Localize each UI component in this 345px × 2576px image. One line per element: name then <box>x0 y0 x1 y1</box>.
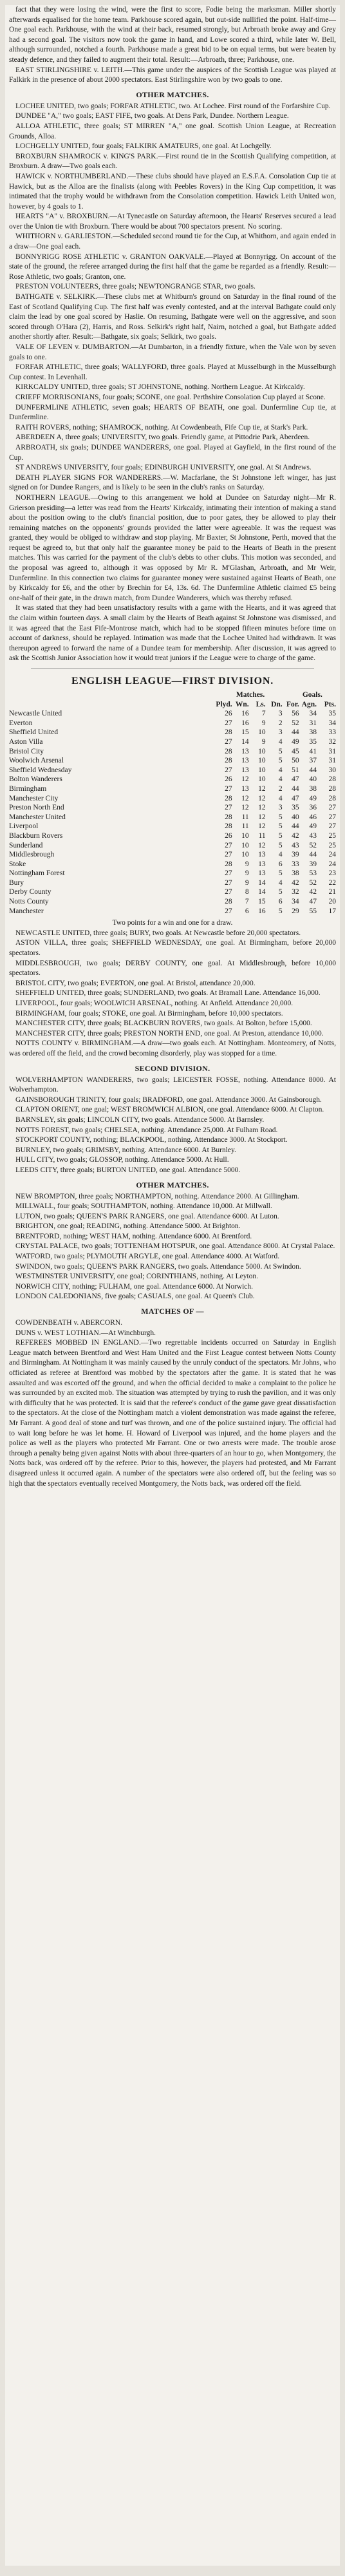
match-report: RAITH ROVERS, nothing; SHAMROCK, nothing. At Cowdenbeath, Fife Cup tie, at Stark's Park. <box>15 423 308 431</box>
won: 12 <box>241 775 249 784</box>
table-row <box>5 737 340 747</box>
drawn: 3 <box>278 728 283 737</box>
drawn: 5 <box>278 813 283 821</box>
table-row <box>5 831 340 841</box>
league-table <box>5 690 340 916</box>
top-paragraph: fact that they were losing the wind, were the first to score, Fodie being the marksman. Miller shortly afterwards equalised for the home team. Parkhouse scored again, but out-side nullified the point. Half-time—One goal each. Parkhouse, with the wind at their back, resumed strongly, but Arbroath broke away and Grey had a second goal. The visitors now took the game in hand, and Lowe scored a third, while later W. Bell, although surrounded, notched a fourth. Parkhouse made a great bid to be on equal terms, but were beaten by steady defence, and they failed to augment their total. Result:—Arbroath, three; Parkhouse, one. <box>9 6 336 64</box>
top-article <box>5 5 340 86</box>
drawn: 5 <box>278 869 283 878</box>
points: 21 <box>328 888 336 896</box>
other-matches-heading: OTHER MATCHES. <box>136 90 209 99</box>
team-name: Manchester City <box>9 794 59 802</box>
lost: 10 <box>258 775 266 784</box>
result-report: DUNS v. WEST LOTHIAN.—At Winchburgh. <box>15 1329 156 1337</box>
league-table-header <box>5 700 340 710</box>
goals-against: 42 <box>309 888 317 896</box>
won: 15 <box>241 728 249 737</box>
match-report: LOCHEE UNITED, two goals; FORFAR ATHLETIC, two. At Lochee. First round of the Forfarshire Cup. <box>15 102 331 110</box>
team-name: Sheffield United <box>9 728 59 737</box>
won: 11 <box>241 822 249 831</box>
result-report: BIRMINGHAM, four goals; STOKE, one goal. At Birmingham, before 10,000 spectators. <box>15 1009 283 1018</box>
goals-against: 35 <box>309 737 317 746</box>
match-report: VALE OF LEVEN v. DUMBARTON.—At Dumbarton, in a friendly fixture, when the Vale won by seven goals to one. <box>9 343 336 361</box>
won: 16 <box>241 710 249 718</box>
result-report: WOLVERHAMPTON WANDERERS, two goals; LEICESTER FOSSE, nothing. Attendance 8000. At Wolverhampton. <box>9 1075 336 1094</box>
result-report: SHEFFIELD UNITED, three goals; SUNDERLAND, two goals. At Bramall Lane. Attendance 16,000. <box>15 989 321 998</box>
won: 12 <box>241 804 249 812</box>
drawn: 3 <box>278 710 283 718</box>
lost: 9 <box>261 737 266 746</box>
result-report: ASTON VILLA, three goals; SHEFFIELD WEDNESDAY, one goal. At Birmingham, before 20,000 spectators. <box>9 939 336 958</box>
table-row <box>5 794 340 804</box>
match-report: LOCHGELLY UNITED, four goals; FALKIRK AMATEURS, one goal. At Lochgelly. <box>15 142 272 151</box>
result-report: NORWICH CITY, nothing; FULHAM, one goal. Attendance 6000. At Norwich. <box>15 1282 254 1291</box>
result-report: WESTMINSTER UNIVERSITY, one goal; CORINTHIANS, nothing. At Leyton. <box>15 1273 259 1281</box>
points: 27 <box>328 813 336 821</box>
result-report: LUTON, two goals; QUEEN'S PARK RANGERS, one goal. Attendance 6000. At Luton. <box>15 1212 279 1220</box>
goals-for: 35 <box>292 804 299 812</box>
lost: 13 <box>258 860 266 868</box>
newspaper-column <box>5 5 340 2566</box>
team-name: Bristol City <box>9 747 44 755</box>
lost: 10 <box>258 757 266 765</box>
goals-for: 40 <box>292 813 299 821</box>
points: 24 <box>328 851 336 859</box>
result-report: SWINDON, two goals; QUEEN'S PARK RANGERS, two goals. Attendance 5000. At Swindon. <box>15 1262 301 1271</box>
won: 10 <box>241 851 249 859</box>
referees-mobbed-article: REFEREES MOBBED IN ENGLAND.—Two regrettable incidents occurred on Saturday in English League match between Brentford and West Ham United and the First League contest between Notts County and Birmingham. At Nottingham it was mainly caused by the unruly conduct of the spectators. Mr Johns, who officiated as referee at Brentford was mobbed by the spectators after the game. It is stated that he was assaulted and was escorted off the ground, and when the official decided to make a complaint to the police he was surrounded by an excited mob. The situation was attempted by trying to rush the pavilion, and it was only with difficulty that he was protected. It is said that the referee's conduct of the game gave great dissatisfaction to the spectators. At the close of the Nottingham match a violent demonstration was made against the referee, Mr Farrant. A good deal of stone and turf was thrown, and one of the police sustained injury. The official had to wait long before he was let home. H. Howard of Liverpool was injured, and the home players and the police as well as the players who protected Mr Farrant. One or two arrests were made. The trouble arose through a penalty being given against Notts with about three-quarters of an hour to go, when Montgomery, the Notts back, was ordered off by the referee. Prior to this, however, the players had protested, and Mr Farrant disagreed unless it occurred again. A number of the spectators were also ordered off, but the feeling was so high that the spectators eventually received Montgomery, the Notts back, was ordered off the field. <box>9 1339 337 1488</box>
played: 28 <box>225 813 232 821</box>
match-report: BROXBURN SHAMROCK v. KING'S PARK.—First round tie in the Scottish Qualifying competition, at Broxburn. A draw—Two goals each. <box>9 152 336 171</box>
points: 20 <box>328 898 336 906</box>
goals-for: 51 <box>292 766 299 774</box>
played: 28 <box>225 747 232 755</box>
lost: 10 <box>258 747 266 755</box>
won: 9 <box>245 869 249 878</box>
drawn: 2 <box>278 784 283 793</box>
table-row <box>5 766 340 775</box>
goals-for: 52 <box>292 719 299 727</box>
lost: 12 <box>258 841 266 849</box>
won: 12 <box>241 794 249 802</box>
points: 31 <box>328 747 336 755</box>
match-report: It was stated that they had been unsatisfactory results with a game with the Hearts, and it was agreed that the claim within fourteen days. A small claim by the Hearts of Beath against St Johnstone was dismissed, and it was agreed that the East Fife-Montrose match, which had to be stopped fifteen minutes before time on account of darkness, should be replayed. Intimation was made that the Lochee United had withdrawn. It was thereupon agreed to forward the name of a Dundee team for membership. After discussion, it was agreed to ask the Scottish Junior Association how it would treat juniors if the League were to charge of the game. <box>9 604 336 663</box>
league-table-caption-row <box>5 690 340 700</box>
lost: 12 <box>258 794 266 802</box>
goals-against: 49 <box>309 794 317 802</box>
played: 27 <box>225 737 232 746</box>
match-report: ALLOA ATHLETIC, three goals; ST MIRREN "A," one goal. Scottish Union League, at Recreation Grounds, Alloa. <box>9 122 336 140</box>
goals-against: 34 <box>309 710 317 718</box>
table-row <box>5 747 340 757</box>
played: 28 <box>225 757 232 765</box>
drawn: 5 <box>278 831 283 840</box>
other-english-matches-heading: OTHER MATCHES. <box>136 1180 209 1189</box>
goals-against: 43 <box>309 831 317 840</box>
drawn: 5 <box>278 841 283 849</box>
won: 7 <box>245 898 249 906</box>
result-report: GAINSBOROUGH TRINITY, four goals; BRADFORD, one goal. Attendance 3000. At Gainsborough. <box>15 1095 322 1104</box>
drawn: 4 <box>278 775 283 784</box>
other-matches-list <box>5 102 340 664</box>
played: 28 <box>225 898 232 906</box>
points: 27 <box>328 804 336 812</box>
won: 13 <box>241 766 249 774</box>
result-report: CRYSTAL PALACE, two goals; TOTTENHAM HOTSPUR, one goal. Attendance 8000. At Crystal Palace. <box>15 1242 335 1251</box>
goals-against: 38 <box>309 728 317 737</box>
goals-for: 44 <box>292 728 299 737</box>
result-report: BRENTFORD, nothing; WEST HAM, nothing. Attendance 6000. At Brentford. <box>15 1232 252 1240</box>
points: 32 <box>328 737 336 746</box>
played: 27 <box>225 907 232 915</box>
won: 14 <box>241 737 249 746</box>
table-row <box>5 709 340 719</box>
goals-for: 47 <box>292 794 299 802</box>
league-col-drawn: Dn. <box>271 700 283 708</box>
match-report: ARBROATH, six goals; DUNDEE WANDERERS, one goal. Played at Gayfield, in the first round of the Cup. <box>9 443 336 462</box>
lost: 14 <box>258 888 266 896</box>
drawn: 6 <box>278 860 283 868</box>
goals-against: 55 <box>309 907 317 915</box>
points: 30 <box>328 766 336 774</box>
result-report: NEWCASTLE UNITED, three goals; BURY, two goals. At Newcastle before 20,000 spectators. <box>15 929 301 937</box>
match-report: DUNDEE "A," two goals; EAST FIFE, two goals. At Dens Park, Dundee. Northern League. <box>15 112 289 120</box>
result-report: BURNLEY, two goals; GRIMSBY, nothing. Attendance 6000. At Burnley. <box>15 1146 236 1154</box>
team-name: Everton <box>9 719 33 727</box>
goals-for: 32 <box>292 888 299 896</box>
played: 27 <box>225 766 232 774</box>
result-report: CLAPTON ORIENT, one goal; WEST BROMWICH ALBION, one goal. Attendance 6000. At Clapton. <box>15 1106 324 1114</box>
won: 13 <box>241 757 249 765</box>
result-report: LEEDS CITY, three goals; BURTON UNITED, one goal. Attendance 5000. <box>15 1166 241 1174</box>
played: 28 <box>225 728 232 737</box>
goals-for: 29 <box>292 907 299 915</box>
drawn: 5 <box>278 747 283 755</box>
team-name: Blackburn Rovers <box>9 831 63 840</box>
won: 11 <box>241 813 249 821</box>
goals-for: 45 <box>292 747 299 755</box>
points: 34 <box>328 719 336 727</box>
goals-against: 46 <box>309 813 317 821</box>
table-row <box>5 887 340 897</box>
goals-against: 40 <box>309 775 317 784</box>
won: 8 <box>245 888 249 896</box>
result-report: BARNSLEY, six goals; LINCOLN CITY, two goals. Attendance 5000. At Barnsley. <box>15 1115 265 1124</box>
lost: 13 <box>258 851 266 859</box>
table-row <box>5 756 340 766</box>
won: 13 <box>241 784 249 793</box>
table-row <box>5 813 340 822</box>
lost: 10 <box>258 766 266 774</box>
lost: 12 <box>258 784 266 793</box>
team-name: Notts County <box>9 898 49 906</box>
played: 26 <box>225 831 232 840</box>
played: 27 <box>225 851 232 859</box>
points: 35 <box>328 710 336 718</box>
won: 16 <box>241 719 249 727</box>
points: 28 <box>328 784 336 793</box>
team-name: Liverpool <box>9 822 39 831</box>
points: 17 <box>328 907 336 915</box>
played: 27 <box>225 784 232 793</box>
lost: 9 <box>261 719 266 727</box>
team-name: Sunderland <box>9 841 43 849</box>
drawn: 4 <box>278 878 283 887</box>
result-report: BRIGHTON, one goal; READING, nothing. Attendance 5000. At Brighton. <box>15 1222 241 1231</box>
goals-for: 42 <box>292 831 299 840</box>
goals-for: 34 <box>292 898 299 906</box>
played: 28 <box>225 794 232 802</box>
league-heading: ENGLISH LEAGUE—FIRST DIVISION. <box>71 676 274 687</box>
goals-against: 39 <box>309 860 317 868</box>
match-report: DUNFERMLINE ATHLETIC, seven goals; HEARTS OF BEATH, one goal. Dunfermline Cup tie, at Dunfermline. <box>9 403 336 422</box>
drawn: 3 <box>278 804 283 812</box>
team-name: Newcastle United <box>9 710 62 718</box>
goals-for: 49 <box>292 737 299 746</box>
goals-against: 41 <box>309 747 317 755</box>
league-col-played: Plyd. <box>216 700 232 708</box>
points: 25 <box>328 841 336 849</box>
drawn: 5 <box>278 757 283 765</box>
match-report: DEATH PLAYER SIGNS FOR WANDERERS.—W. Macfarlane, the St Johnstone left winger, has just signed on for Dundee Rangers, and is likely to be seen in the club's ranks on Saturday. <box>9 473 336 492</box>
won: 6 <box>245 907 249 915</box>
drawn: 4 <box>278 737 283 746</box>
table-row <box>5 897 340 907</box>
played: 26 <box>225 710 232 718</box>
result-report: NOTTS COUNTY v. BIRMINGHAM.—A draw—two goals each. At Nottingham. Monteomery, of Notts, was ordered off the field, and the crowd becoming disorderly, play was stopped for a time. <box>9 1039 336 1057</box>
first-division-results <box>5 929 340 1059</box>
team-name: Nottingham Forest <box>9 869 65 878</box>
played: 28 <box>225 822 232 831</box>
goals-for: 44 <box>292 784 299 793</box>
matches-of-heading: MATCHES OF — <box>141 1307 204 1316</box>
goals-for: 33 <box>292 860 299 868</box>
team-name: Derby County <box>9 888 51 896</box>
result-report: HULL CITY, two goals; GLOSSOP, nothing. Attendance 5000. At Hull. <box>15 1156 229 1164</box>
league-table-spacer <box>5 690 216 700</box>
match-report: KIRKCALDY UNITED, three goals; ST JOHNSTONE, nothing. Northern League. At Kirkcaldy. <box>15 383 305 392</box>
lost: 15 <box>258 898 266 906</box>
goals-against: 31 <box>309 719 317 727</box>
result-report: WATFORD, two goals; PLYMOUTH ARGYLE, one goal. Attendance 4000. At Watford. <box>15 1253 280 1261</box>
match-report: NORTHERN LEAGUE.—Owing to this arrangement we hold at Dundee on Saturday night—Mr R. Grierson presiding—a letter was read from the Hearts' Kirkcaldy, intimating their intention of making a stand about the position owing to the club's financial position, due to poor gates, they be allowed to play their remaining matches on the opponents' grounds provided the latter were agreeable. It was the request was granted, they would be obliged to withdraw and stop playing. Mr Baxter, St Johnstone, Perth, moved that the request be agreed to, but that only half the guarantee money be paid to the Hearts of Beath in the present matches. This was carried for the payment of the club's debts to other clubs. This motion was seconded, and the proposal was agreed to, although it was opposed by Mr R. M'Glashan, Arbroath, and Mr Weir, Dunfermline. In this connection two claims for guarantee money were sustained against Hearts of Beath, one by Kirkcaldy for £6, and the other by Brechin for £4, 13s. 6d. The Dunfermline Athletic claimed £5 being one-half of their gate, in the drawn match, from Dundee Wanderers, which was thereby refused. <box>9 493 336 602</box>
won: 13 <box>241 747 249 755</box>
drawn: 5 <box>278 907 283 915</box>
result-report: MANCHESTER CITY, three goals; PRESTON NORTH END, one goal. At Preston, attendance 10,000. <box>15 1029 324 1037</box>
result-report: LIVERPOOL, four goals; WOOLWICH ARSENAL, nothing. At Anfield. Attendance 20,000. <box>15 999 294 1007</box>
result-report: STOCKPORT COUNTY, nothing; BLACKPOOL, nothing. Attendance 3000. At Stockport. <box>15 1136 288 1144</box>
table-row <box>5 728 340 737</box>
drawn: 5 <box>278 822 283 831</box>
points: 25 <box>328 831 336 840</box>
table-row <box>5 841 340 851</box>
drawn: 6 <box>278 898 283 906</box>
league-table-header-team <box>5 700 216 710</box>
team-name: Bury <box>9 878 24 887</box>
table-row <box>5 719 340 728</box>
league-col-against: Agn. <box>301 700 317 708</box>
league-col-won: Wn. <box>235 700 249 708</box>
points: 33 <box>328 728 336 737</box>
points: 27 <box>328 822 336 831</box>
team-name: Middlesbrough <box>9 851 55 859</box>
points: 28 <box>328 775 336 784</box>
played: 26 <box>225 775 232 784</box>
second-division-heading: SECOND DIVISION. <box>135 1063 210 1073</box>
table-row <box>5 784 340 794</box>
match-report: BONNYRIGG ROSE ATHLETIC v. GRANTON OAKVALE.—Played at Bonnyrigg. On account of the state of the ground, the referee arranged during the first half that the game be regarded as a friendly. Result:—Rose Athletic, two goals; Granton, one. <box>9 252 336 281</box>
goals-against: 36 <box>309 804 317 812</box>
match-report: FORFAR ATHLETIC, three goals; WALLYFORD, three goals. Played at Musselburgh in the Musselburgh Cup contest. In Levenhall. <box>9 363 336 381</box>
match-report: PRESTON VOLUNTEERS, three goals; NEWTONGRANGE STAR, two goals. <box>15 283 256 291</box>
league-col-lost: Ls. <box>256 700 266 708</box>
drawn: 4 <box>278 766 283 774</box>
goals-for: 43 <box>292 841 299 849</box>
match-report: HEARTS "A" v. BROXBURN.—At Tynecastle on Saturday afternoon, the Hearts' Reserves secured a lead over the Union tie with Broxburn. There would be about 700 spectators present. No scoring. <box>9 213 336 231</box>
team-name: Bolton Wanderers <box>9 775 62 784</box>
lost: 12 <box>258 822 266 831</box>
lost: 10 <box>258 728 266 737</box>
lost: 11 <box>258 831 266 840</box>
team-name: Preston North End <box>9 804 64 812</box>
table-row <box>5 878 340 888</box>
lost: 14 <box>258 878 266 887</box>
drawn: 4 <box>278 851 283 859</box>
match-report: BATHGATE v. SELKIRK.—These clubs met at Whitburn's ground on Saturday in the final round of the East of Scotland Qualifying Cup. The first half was evenly contested, and at the interval Bathgate could only claim the lead by one goal scored by Haslie. On resuming, Bathgate were well on the aggressive, and soon scored through O'Hara (2), Harris, and Ross. Selkirk's right half, Nairn, notched a goal, but Bathgate added another shortly after. Result:—Bathgate, six goals; Selkirk, two goals. <box>9 293 336 341</box>
team-name: Manchester <box>9 907 44 915</box>
played: 27 <box>225 804 232 812</box>
lost: 12 <box>258 813 266 821</box>
drawn: 5 <box>278 888 283 896</box>
points: 24 <box>328 860 336 868</box>
goals-for: 44 <box>292 822 299 831</box>
lost: 16 <box>258 907 266 915</box>
lost: 7 <box>261 710 266 718</box>
won: 10 <box>241 831 249 840</box>
played: 27 <box>225 841 232 849</box>
goals-against: 53 <box>309 869 317 878</box>
league-table-goals-caption: Goals. <box>302 691 322 699</box>
played: 27 <box>225 888 232 896</box>
match-report: HAWICK v. NORTHUMBERLAND.—These clubs should have played an E.S.F.A. Consolation Cup tie at Hawick, but as the Alloa are the finalists (along with Peebles Rovers) in the King Cup competition, it was intimated that the trophy would be withdrawn from the Consolation competition. Hawick Leith United won, however, by 4 goals to 1. <box>9 172 336 211</box>
goals-against: 52 <box>309 841 317 849</box>
table-row <box>5 869 340 878</box>
won: 9 <box>245 860 249 868</box>
points: 22 <box>328 878 336 887</box>
top-paragraph: EAST STIRLINGSHIRE v. LEITH.—This game under the auspices of the Scottish League was played at Falkirk in the presence of about 2000 spectators. East Stirlingshire won by two goals to one. <box>9 66 336 84</box>
team-name: Manchester United <box>9 813 66 821</box>
won: 9 <box>245 878 249 887</box>
team-name: Stoke <box>9 860 26 868</box>
goals-against: 37 <box>309 757 317 765</box>
goals-against: 52 <box>309 878 317 887</box>
matches-of-list <box>5 1318 340 1338</box>
goals-against: 44 <box>309 766 317 774</box>
result-report: NOTTS FOREST, two goals; CHELSEA, nothing. Attendance 25,000. At Fulham Road. <box>15 1126 278 1134</box>
points: 28 <box>328 794 336 802</box>
lost: 12 <box>258 804 266 812</box>
league-col-points: Pts. <box>324 700 336 708</box>
points-note: Two points for a win and one for a draw. <box>112 919 233 927</box>
match-report: CRIEFF MORRISONIANS, four goals; SCONE, one goal. Perthshire Consolation Cup played at Scone. <box>15 393 326 401</box>
league-table-matches-caption: Matches. <box>236 691 265 699</box>
goals-for: 42 <box>292 878 299 887</box>
team-name: Aston Villa <box>9 737 43 746</box>
goals-against: 47 <box>309 898 317 906</box>
table-row <box>5 907 340 916</box>
table-row <box>5 822 340 831</box>
drawn: 2 <box>278 719 283 727</box>
played: 27 <box>225 869 232 878</box>
goals-for: 56 <box>292 710 299 718</box>
table-row <box>5 803 340 813</box>
goals-for: 50 <box>292 757 299 765</box>
table-row <box>5 850 340 860</box>
goals-against: 38 <box>309 784 317 793</box>
lost: 13 <box>258 869 266 878</box>
goals-against: 44 <box>309 851 317 859</box>
points: 23 <box>328 869 336 878</box>
match-report: WHITHORN v. GARLIESTON.—Scheduled second round tie for the Cup, at Whithorn, and again ended in a draw—One goal each. <box>9 232 336 251</box>
match-report: ABERDEEN A, three goals; UNIVERSITY, two goals. Friendly game, at Pittodrie Park, Aberdeen. <box>15 433 310 442</box>
played: 27 <box>225 719 232 727</box>
table-row <box>5 860 340 869</box>
drawn: 4 <box>278 794 283 802</box>
result-report: COWDENBEATH v. ABERCORN. <box>15 1319 123 1327</box>
goals-against: 49 <box>309 822 317 831</box>
played: 28 <box>225 860 232 868</box>
team-name: Birmingham <box>9 784 47 793</box>
goals-for: 38 <box>292 869 299 878</box>
won: 10 <box>241 841 249 849</box>
result-report: MIDDLESBROUGH, two goals; DERBY COUNTY, one goal. At Middlesbrough, before 10,000 spectators. <box>9 959 336 978</box>
points: 31 <box>328 757 336 765</box>
match-report: ST ANDREWS UNIVERSITY, four goals; EDINBURGH UNIVERSITY, one goal. At St Andrews. <box>15 464 312 472</box>
team-name: Woolwich Arsenal <box>9 757 64 765</box>
goals-for: 39 <box>292 851 299 859</box>
other-english-results <box>5 1192 340 1303</box>
result-report: NEW BROMPTON, three goals; NORTHAMPTON, nothing. Attendance 2000. At Gillingham. <box>15 1192 299 1200</box>
played: 27 <box>225 878 232 887</box>
result-report: LONDON CALEDONIANS, five goals; CASUALS, one goal. At Queen's Club. <box>15 1293 255 1301</box>
second-division-results <box>5 1075 340 1176</box>
result-report: MANCHESTER CITY, three goals; BLACKBURN ROVERS, two goals. At Bolton, before 15,000. <box>15 1019 312 1028</box>
league-col-for: For. <box>286 700 299 708</box>
team-name: Sheffield Wednesday <box>9 766 72 774</box>
result-report: BRISTOL CITY, two goals; EVERTON, one goal. At Bristol, attendance 20,000. <box>15 979 256 987</box>
result-report: MILLWALL, four goals; SOUTHAMPTON, nothing. Attendance 10,000. At Millwall. <box>15 1202 272 1211</box>
goals-for: 47 <box>292 775 299 784</box>
table-row <box>5 775 340 784</box>
